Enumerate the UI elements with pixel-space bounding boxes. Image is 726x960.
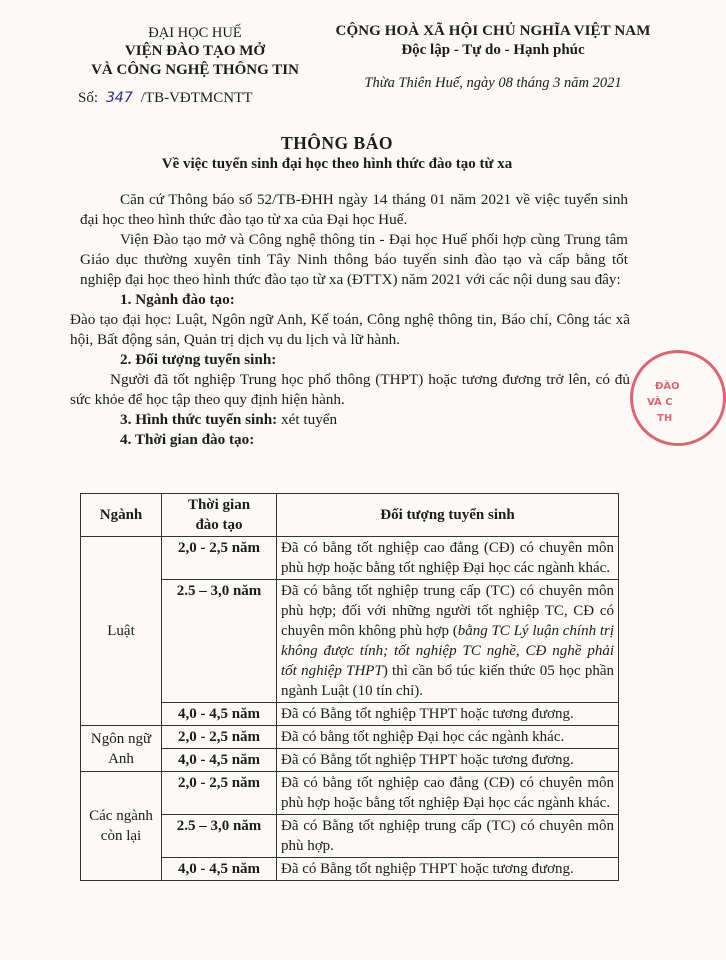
section-heading-eligibility: 2. Đối tượng tuyển sinh:	[120, 351, 277, 368]
table-row	[81, 537, 619, 580]
table-header-row	[81, 494, 619, 537]
duration-table	[80, 493, 619, 881]
table-row	[81, 726, 619, 749]
eligibility-cell: Đã có bằng tốt nghiệp cao đẳng (CĐ) có chuyên môn phù hợp hoặc bằng tốt nghiệp Đại học các ngành khác.	[277, 537, 619, 580]
paragraph-majors: Đào tạo đại học: Luật, Ngôn ngữ Anh, Kế toán, Công nghệ thông tin, Báo chí, Công tác xã hội, Bất động sản, Quản trị dịch vụ du lịch và lữ hành.	[70, 311, 630, 348]
duration-cell: 2.5 – 3,0 năm	[162, 815, 277, 858]
header-duration-line1: Thời gian	[187, 497, 251, 513]
eligibility-cell: Đã có bằng tốt nghiệp Đại học các ngành khác.	[277, 726, 619, 749]
admission-method-label: 3. Hình thức tuyển sinh:	[120, 411, 278, 428]
admission-method-value: xét tuyển	[281, 411, 338, 428]
duration-cell: 4,0 - 4,5 năm	[162, 858, 277, 881]
document-date: Thừa Thiên Huế, ngày 08 tháng 3 năm 2021	[364, 75, 622, 91]
duration-cell: 2,0 - 2,5 năm	[162, 537, 277, 580]
table-row	[81, 772, 619, 815]
table-row	[81, 703, 619, 726]
duration-cell: 4,0 - 4,5 năm	[162, 703, 277, 726]
document-title: THÔNG BÁO	[281, 133, 393, 153]
official-seal-stamp	[630, 350, 726, 446]
national-header	[318, 22, 668, 92]
issuer-name-line1: VIỆN ĐÀO TẠO MỞ	[124, 43, 266, 59]
table-row	[81, 580, 619, 703]
header-eligibility: Đối tượng tuyển sinh	[277, 494, 619, 537]
issuer-header	[70, 24, 320, 80]
eligibility-cell	[277, 580, 619, 703]
eligibility-text-end: ) thì cần bổ túc kiến thức 05 học phần ngành Luật (10 tín chỉ).	[281, 663, 614, 699]
eligibility-cell: Đã có Bằng tốt nghiệp trung cấp (TC) có chuyên môn phù hợp.	[277, 815, 619, 858]
major-ngon-ngu-anh: Ngôn ngữ Anh	[81, 726, 162, 772]
table-row	[81, 858, 619, 881]
header-duration-line2: đào tạo	[195, 517, 243, 533]
national-title: CỘNG HOÀ XÃ HỘI CHỦ NGHĨA VIỆT NAM	[335, 23, 651, 39]
paragraph-announcement: Viện Đào tạo mở và Công nghệ thông tin - Đại học Huế phối hợp cùng Trung tâm Giáo dục thường xuyên tỉnh Tây Ninh thông báo tuyển sinh đào tạo và cấp bằng tốt nghiệp đại học theo hình thức đào tạo từ xa (ĐTTX) năm 2021 với các nội dung sau đây:	[80, 231, 628, 288]
table-row	[81, 749, 619, 772]
eligibility-cell: Đã có Bằng tốt nghiệp THPT hoặc tương đương.	[277, 703, 619, 726]
paragraph-legal-basis: Căn cứ Thông báo số 52/TB-ĐHH ngày 14 tháng 01 năm 2021 về việc tuyển sinh đại học theo hình thức đào tạo từ xa của Đại học Huế.	[80, 191, 628, 228]
paragraph-eligibility: Người đã tốt nghiệp Trung học phổ thông (THPT) hoặc tương đương trở lên, có đủ sức khỏe để học tập theo quy định hiện hành.	[70, 371, 630, 408]
table-row	[81, 815, 619, 858]
document-number-handwritten: 347	[106, 90, 133, 106]
duration-cell: 4,0 - 4,5 năm	[162, 749, 277, 772]
document-body	[70, 190, 630, 450]
section-heading-duration: 4. Thời gian đào tạo:	[120, 431, 255, 448]
stamp-text: TH	[657, 413, 673, 424]
eligibility-cell: Đã có Bằng tốt nghiệp THPT hoặc tương đương.	[277, 749, 619, 772]
stamp-text: VÀ C	[647, 397, 673, 408]
issuer-name-line2: VÀ CÔNG NGHỆ THÔNG TIN	[91, 62, 299, 78]
eligibility-cell: Đã có bằng tốt nghiệp cao đẳng (CĐ) có chuyên môn phù hợp hoặc bằng tốt nghiệp Đại học các ngành khác.	[277, 772, 619, 815]
national-motto: Độc lập - Tự do - Hạnh phúc	[401, 42, 585, 58]
document-subtitle: Về việc tuyển sinh đại học theo hình thức đào tạo từ xa	[161, 156, 513, 172]
document-number	[78, 90, 252, 107]
duration-cell: 2,0 - 2,5 năm	[162, 772, 277, 815]
duration-cell: 2,0 - 2,5 năm	[162, 726, 277, 749]
major-luat: Luật	[81, 537, 162, 726]
document-number-label: Số:	[78, 90, 99, 106]
document-number-suffix: /TB-VĐTMCNTT	[140, 90, 253, 106]
major-other: Các ngành còn lại	[81, 772, 162, 881]
eligibility-note-italic: bằng TC Lý luận chính trị không được tính; tốt nghiệp TC nghề, CĐ nghề phải tốt nghiệp THPT	[281, 623, 614, 679]
section-heading-admission-method	[120, 410, 628, 430]
duration-cell: 2.5 – 3,0 năm	[162, 580, 277, 703]
eligibility-cell: Đã có Bằng tốt nghiệp THPT hoặc tương đương.	[277, 858, 619, 881]
stamp-text: ĐÀO	[655, 381, 680, 392]
header-major: Ngành	[81, 494, 162, 537]
eligibility-text: Đã có bằng tốt nghiệp trung cấp (TC) có chuyên môn phù hợp; đối với những người tốt nghiệp TC, CĐ có chuyên môn không phù hợp (	[281, 583, 614, 639]
section-heading-majors: 1. Ngành đào tạo:	[120, 291, 235, 308]
header-duration	[162, 494, 277, 537]
issuer-parent: ĐẠI HỌC HUẾ	[148, 25, 242, 41]
